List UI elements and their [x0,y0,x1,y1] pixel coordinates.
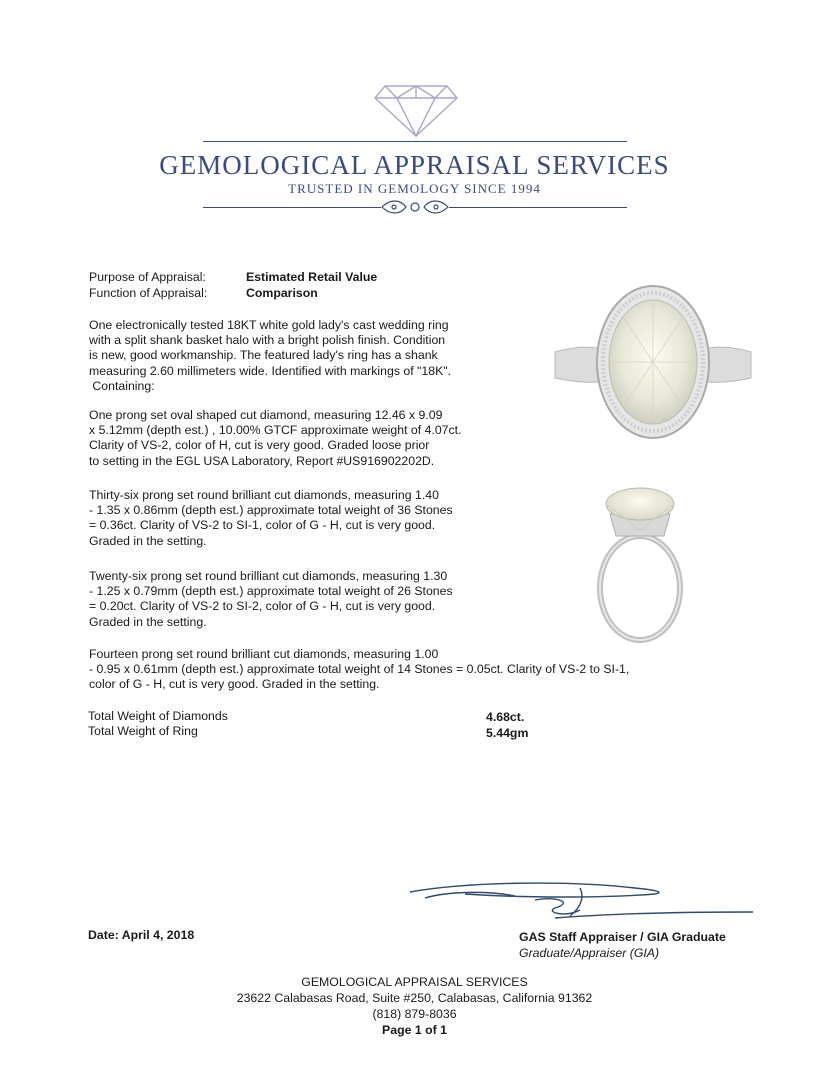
text-line: Graded in the setting. [89,533,207,548]
appraiser-credentials: Graduate/Appraiser (GIA) [519,946,660,960]
appraiser-title: GAS Staff Appraiser / GIA Graduate [519,930,726,944]
total-ring-value: 5.44gm [486,726,529,740]
text-line: Fourteen prong set round brilliant cut diamonds, measuring 1.00 [89,647,439,661]
footer-company: GEMOLOGICAL APPRAISAL SERVICES [301,975,528,989]
header-rule-left [203,207,381,208]
text-line: One prong set oval shaped cut diamond, measuring 12.46 x 9.09 [89,408,443,422]
text-line: Graded in the setting. [89,614,207,629]
text-line: - 0.95 x 0.61mm (depth est.) approximate total weight of 14 Stones = 0.05ct. Clarity of VS-2 to SI-1, [89,662,630,677]
text-line: Containing: [89,378,155,393]
text-line: Twenty-six prong set round brilliant cut diamonds, measuring 1.30 [89,569,448,583]
text-line: Clarity of VS-2, color of H, cut is very good. Graded loose prior [89,438,430,453]
text-line: to setting in the EGL USA Laboratory, Report #US916902202D. [89,453,435,468]
text-line: color of G - H, cut is very good. Graded in the setting. [89,677,380,692]
total-diamonds-label: Total Weight of Diamonds [88,709,228,723]
page-number: Page 1 of 1 [382,1023,447,1037]
text-line: - 1.25 x 0.79mm (depth est.) approximate total weight of 26 Stones [89,584,453,599]
text-line: is new, good workmanship. The featured lady's ring has a shank [89,348,438,363]
function-label: Function of Appraisal: [89,286,208,300]
text-line: = 0.20ct. Clarity of VS-2 to SI-2, color of G - H, cut is very good. [89,599,436,614]
company-name: GEMOLOGICAL APPRAISAL SERVICES [159,150,670,180]
text-line: with a split shank basket halo with a bright polish finish. Condition [89,333,446,348]
text-line: - 1.35 x 0.86mm (depth est.) approximate total weight of 36 Stones [89,503,453,518]
footer-address: 23622 Calabasas Road, Suite #250, Calabasas, California 91362 [236,991,593,1005]
text-line: = 0.36ct. Clarity of VS-2 to SI-1, color of G - H, cut is very good. [89,518,436,533]
header-rule-right [449,207,627,208]
flourish-ornament-icon [380,198,450,216]
twenty-six-diamonds-description [89,569,453,630]
company-tagline: TRUSTED IN GEMOLOGY SINCE 1994 [288,181,541,196]
purpose-label: Purpose of Appraisal: [89,270,206,284]
text-line: x 5.12mm (depth est.) , 10.00% GTCF approximate weight of 4.07ct. [89,423,462,438]
text-line: Thirty-six prong set round brilliant cut diamonds, measuring 1.40 [89,488,439,502]
center-diamond-description [89,408,462,469]
thirty-six-diamonds-description [89,488,453,549]
purpose-value: Estimated Retail Value [246,270,378,284]
footer-phone: (818) 879-8036 [372,1007,457,1021]
fourteen-diamonds-description [89,647,629,693]
appraiser-signature-image [405,878,755,926]
appraisal-date: Date: April 4, 2018 [88,928,195,942]
ring-side-view-image [578,484,708,644]
text-line: One electronically tested 18KT white gold lady's cast wedding ring [89,318,449,332]
total-diamonds-value: 4.68ct. [486,710,525,724]
header-rule-top [203,141,627,142]
text-line: measuring 2.60 millimeters wide. Identified with markings of "18K". [89,363,452,378]
function-value: Comparison [246,286,318,300]
ring-description [89,318,451,394]
ring-top-view-image [553,272,753,452]
diamond-logo-icon [373,78,459,138]
total-ring-label: Total Weight of Ring [88,724,198,738]
